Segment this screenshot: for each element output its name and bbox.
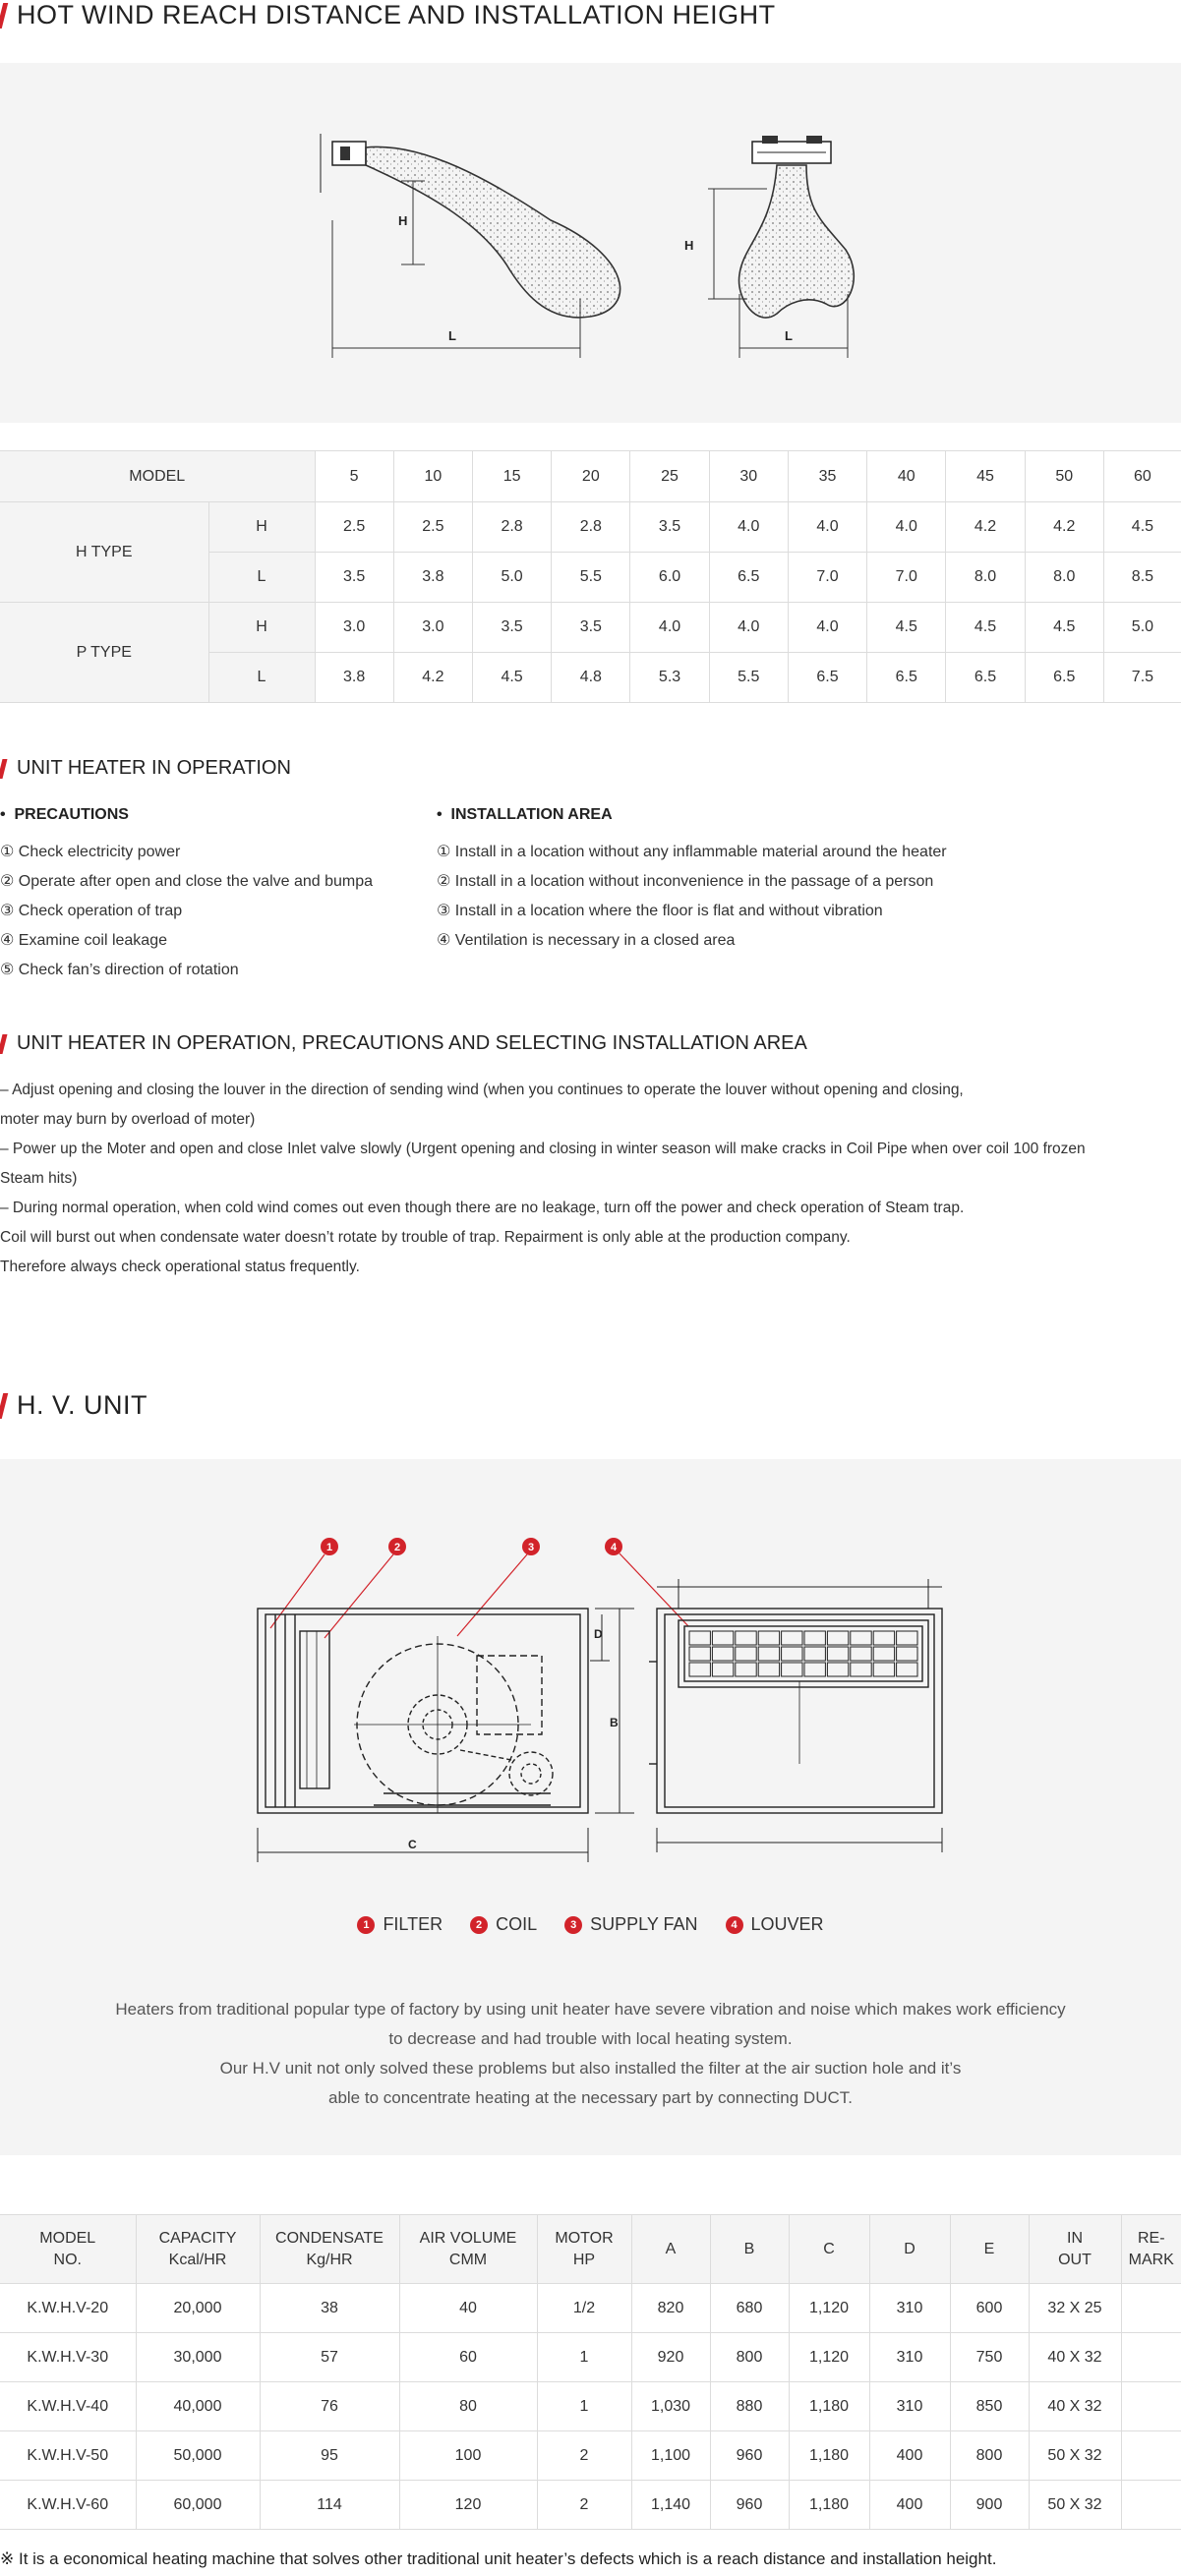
louver-slot — [758, 1663, 779, 1676]
table-cell: 4.2 — [393, 653, 472, 703]
h-type-heater-drawing — [321, 134, 620, 358]
table-cell: K.W.H.V-60 — [0, 2481, 136, 2530]
table-cell: 1,140 — [631, 2481, 710, 2530]
table-cell — [1121, 2431, 1181, 2481]
louver-slot — [897, 1647, 917, 1661]
reach-diagram-panel — [0, 63, 1181, 423]
table-cell: 3.8 — [315, 653, 393, 703]
louver-slot — [827, 1663, 848, 1676]
model-cell: 10 — [393, 451, 472, 502]
svg-text:H: H — [684, 238, 694, 253]
table-cell: 310 — [869, 2333, 950, 2382]
louver-slot — [758, 1647, 779, 1661]
model-header: MODEL — [0, 451, 315, 502]
table-cell: 3.0 — [393, 603, 472, 653]
precaution-item: ⑤ Check fan’s direction of rotation — [0, 962, 239, 978]
title-accent-bar — [0, 759, 7, 779]
table-cell: 7.0 — [788, 553, 866, 603]
louver-slot — [851, 1663, 871, 1676]
dim-label-b: B — [610, 1716, 619, 1729]
svg-text:1: 1 — [325, 1542, 333, 1553]
model-cell: 45 — [946, 451, 1025, 502]
table-row — [0, 2481, 1181, 2530]
table-cell: 4.0 — [788, 502, 866, 553]
table-cell: 6.5 — [709, 553, 788, 603]
header-cell: CAPACITY Kcal/HR — [136, 2215, 260, 2284]
table-cell: 5.5 — [552, 553, 630, 603]
p-type-label: P TYPE — [0, 603, 208, 703]
hv-unit-spec-table — [0, 2214, 1181, 2530]
table-cell: 2.8 — [472, 502, 551, 553]
legend-number-badge: 2 — [470, 1916, 488, 1934]
svg-text:3: 3 — [527, 1542, 535, 1553]
table-cell: 3.8 — [393, 553, 472, 603]
table-cell: 32 X 25 — [1029, 2284, 1121, 2333]
callout-4 — [605, 1538, 688, 1626]
louver-slot — [758, 1631, 779, 1645]
table-cell: 960 — [710, 2431, 789, 2481]
table-cell: 95 — [260, 2431, 399, 2481]
table-cell: 50,000 — [136, 2431, 260, 2481]
legend-item-coil: 2 COIL — [470, 1914, 537, 1935]
table-cell: 30,000 — [136, 2333, 260, 2382]
table-cell: 920 — [631, 2333, 710, 2382]
table-cell: 40 X 32 — [1029, 2382, 1121, 2431]
svg-text:2: 2 — [393, 1542, 401, 1553]
precautions-heading: • PRECAUTIONS — [0, 806, 129, 823]
table-cell: 4.5 — [867, 603, 946, 653]
table-cell: 6.5 — [788, 653, 866, 703]
table-cell: 2.5 — [393, 502, 472, 553]
table-cell: 114 — [260, 2481, 399, 2530]
model-cell: 5 — [315, 451, 393, 502]
table-cell: 20,000 — [136, 2284, 260, 2333]
table-cell: 2.8 — [552, 502, 630, 553]
table-cell: 40 X 32 — [1029, 2333, 1121, 2382]
header-cell: RE- MARK — [1121, 2215, 1181, 2284]
section-title-reach-distance: HOT WIND REACH DISTANCE AND INSTALLATION HEIGHT — [0, 0, 776, 30]
model-cell: 15 — [472, 451, 551, 502]
louver-slot — [782, 1647, 802, 1661]
legend-item-supply-fan: 3 SUPPLY FAN — [564, 1914, 697, 1935]
table-cell: 4.5 — [1025, 603, 1103, 653]
table-cell: 6.5 — [867, 653, 946, 703]
hv-unit-description: Heaters from traditional popular type of factory by using unit heater have severe vibration and noise which makes work efficiency to decrease and had trouble with local heating system. Our H.V unit not only solved these problems but also installed the filter at the air suction hole and it’s able to concentrate heating at the necessary part by connecting DUCT. — [115, 2000, 1066, 2107]
operation-note-line: moter may burn by overload of moter) — [0, 1111, 256, 1128]
header-cell: B — [710, 2215, 789, 2284]
operation-note-line: – During normal operation, when cold wind comes out even though there are no leakage, turn off the power and check operation of Steam trap. — [0, 1200, 965, 1216]
louver-slot — [851, 1631, 871, 1645]
louver-slot — [827, 1647, 848, 1661]
hv-unit-front-view — [649, 1579, 942, 1852]
dim-label-d: D — [594, 1627, 603, 1641]
table-cell: 80 — [399, 2382, 537, 2431]
louver-slot — [851, 1647, 871, 1661]
table-cell: 1,100 — [631, 2431, 710, 2481]
louver-slot — [827, 1631, 848, 1645]
svg-text:H: H — [398, 213, 408, 228]
callout-3 — [457, 1538, 540, 1636]
table-cell: K.W.H.V-50 — [0, 2431, 136, 2481]
table-header-row — [0, 2215, 1181, 2284]
section-title-precautions-installation: UNIT HEATER IN OPERATION, PRECAUTIONS AND SELECTING INSTALLATION AREA — [0, 1032, 807, 1055]
svg-text:4: 4 — [610, 1542, 618, 1553]
louver-slot — [873, 1631, 894, 1645]
louver-slot — [689, 1647, 710, 1661]
header-cell: IN OUT — [1029, 2215, 1121, 2284]
table-cell: 4.2 — [946, 502, 1025, 553]
louver-slot — [804, 1647, 825, 1661]
table-cell: 4.5 — [1103, 502, 1181, 553]
table-cell: 8.0 — [1025, 553, 1103, 603]
louver-grid — [689, 1631, 917, 1676]
table-cell: 1,120 — [789, 2284, 869, 2333]
row-label-l: L — [208, 553, 315, 603]
bullet-dot: • — [437, 806, 443, 823]
table-cell: 4.0 — [630, 603, 709, 653]
table-cell: 4.0 — [788, 603, 866, 653]
dim-label-c: C — [408, 1838, 417, 1851]
louver-slot — [712, 1663, 733, 1676]
operation-note-line: – Adjust opening and closing the louver in the direction of sending wind (when you continues to operate the louver without opening and closing, — [0, 1082, 964, 1098]
table-cell: 38 — [260, 2284, 399, 2333]
installation-item: ① Install in a location without any inflammable material around the heater — [437, 844, 947, 860]
table-cell: 6.5 — [1025, 653, 1103, 703]
table-cell: K.W.H.V-20 — [0, 2284, 136, 2333]
table-cell: 400 — [869, 2481, 950, 2530]
row-label-h: H — [208, 603, 315, 653]
louver-slot — [873, 1647, 894, 1661]
installation-item: ③ Install in a location where the floor is flat and without vibration — [437, 903, 883, 919]
table-cell: 2 — [537, 2481, 631, 2530]
table-cell: 5.0 — [472, 553, 551, 603]
h-type-label: H TYPE — [0, 502, 208, 603]
table-row — [0, 2333, 1181, 2382]
operation-note-line: Steam hits) — [0, 1170, 78, 1187]
legend-item-filter: 1 FILTER — [357, 1914, 443, 1935]
table-cell: 600 — [950, 2284, 1029, 2333]
table-cell — [1121, 2382, 1181, 2431]
table-cell: 100 — [399, 2431, 537, 2481]
table-cell: 40 — [399, 2284, 537, 2333]
row-label-h: H — [208, 502, 315, 553]
title-accent-bar — [0, 1393, 8, 1419]
table-cell: 3.5 — [315, 553, 393, 603]
row-label-l: L — [208, 653, 315, 703]
reach-distance-table — [0, 450, 1181, 703]
table-cell: 1/2 — [537, 2284, 631, 2333]
precaution-item: ② Operate after open and close the valve and bumpa — [0, 873, 374, 890]
louver-slot — [897, 1631, 917, 1645]
legend-number-badge: 4 — [726, 1916, 743, 1934]
precaution-item: ④ Examine coil leakage — [0, 932, 167, 949]
operation-note-line: Coil will burst out when condensate water doesn’t rotate by trouble of trap. Repairment is only able at the production company. — [0, 1229, 851, 1246]
table-cell: 3.5 — [472, 603, 551, 653]
header-cell: CONDENSATE Kg/HR — [260, 2215, 399, 2284]
legend-number-badge: 3 — [564, 1916, 582, 1934]
table-cell: 6.0 — [630, 553, 709, 603]
louver-slot — [804, 1663, 825, 1676]
table-cell: 60,000 — [136, 2481, 260, 2530]
table-cell: 800 — [950, 2431, 1029, 2481]
section-title-hv-unit: H. V. UNIT — [0, 1390, 148, 1421]
table-cell: 4.0 — [709, 502, 788, 553]
precaution-item: ① Check electricity power — [0, 844, 181, 860]
table-cell: 7.0 — [867, 553, 946, 603]
legend-item-louver: 4 LOUVER — [726, 1914, 824, 1935]
table-cell: 880 — [710, 2382, 789, 2431]
table-cell: 4.5 — [472, 653, 551, 703]
model-cell: 60 — [1103, 451, 1181, 502]
table-cell: 820 — [631, 2284, 710, 2333]
table-cell: 1,180 — [789, 2481, 869, 2530]
table-cell: 750 — [950, 2333, 1029, 2382]
table-cell: 1,030 — [631, 2382, 710, 2431]
table-cell: 76 — [260, 2382, 399, 2431]
louver-slot — [782, 1631, 802, 1645]
table-cell: 7.5 — [1103, 653, 1181, 703]
table-cell: 4.0 — [709, 603, 788, 653]
table-cell: 3.0 — [315, 603, 393, 653]
title-accent-bar — [0, 1034, 7, 1054]
table-cell: 900 — [950, 2481, 1029, 2530]
hv-unit-legend — [0, 1914, 1181, 1935]
table-cell — [1121, 2333, 1181, 2382]
hv-unit-diagram — [0, 1459, 1181, 1872]
louver-slot — [804, 1631, 825, 1645]
table-cell: 1,120 — [789, 2333, 869, 2382]
table-cell: 6.5 — [946, 653, 1025, 703]
table-cell: K.W.H.V-30 — [0, 2333, 136, 2382]
table-cell: 8.0 — [946, 553, 1025, 603]
header-cell: AIR VOLUME CMM — [399, 2215, 537, 2284]
table-cell: 310 — [869, 2382, 950, 2431]
louver-slot — [689, 1631, 710, 1645]
section-title-unit-heater-operation: UNIT HEATER IN OPERATION — [0, 757, 291, 780]
table-cell: 40,000 — [136, 2382, 260, 2431]
table-cell — [1121, 2284, 1181, 2333]
table-cell: 3.5 — [630, 502, 709, 553]
table-cell: 8.5 — [1103, 553, 1181, 603]
louver-slot — [736, 1663, 756, 1676]
operation-note-line: – Power up the Moter and open and close Inlet valve slowly (Urgent opening and closing in winter season will make cracks in Coil Pipe when over coil 100 frozen — [0, 1141, 1086, 1157]
table-cell: 2 — [537, 2431, 631, 2481]
louver-slot — [782, 1663, 802, 1676]
table-cell — [1121, 2481, 1181, 2530]
table-cell: 1 — [537, 2382, 631, 2431]
model-cell: 35 — [788, 451, 866, 502]
model-cell: 20 — [552, 451, 630, 502]
table-cell: 1,180 — [789, 2382, 869, 2431]
table-cell: 4.5 — [946, 603, 1025, 653]
hv-unit-side-view — [258, 1609, 588, 1813]
installation-area-heading: • INSTALLATION AREA — [437, 806, 613, 823]
svg-text:L: L — [448, 328, 456, 343]
model-cell: 25 — [630, 451, 709, 502]
bullet-dot: • — [0, 806, 6, 823]
table-cell: 5.0 — [1103, 603, 1181, 653]
hot-wind-reach-diagram — [0, 63, 1181, 423]
table-row — [0, 2284, 1181, 2333]
table-cell: 120 — [399, 2481, 537, 2530]
table-cell: 4.2 — [1025, 502, 1103, 553]
table-row — [0, 2382, 1181, 2431]
table-cell: 850 — [950, 2382, 1029, 2431]
header-cell: E — [950, 2215, 1029, 2284]
header-cell: MODEL NO. — [0, 2215, 136, 2284]
table-cell: 60 — [399, 2333, 537, 2382]
header-cell: A — [631, 2215, 710, 2284]
footnote: ※ It is a economical heating machine that solves other traditional unit heater’s defects which is a reach distance and installation height. — [0, 2549, 997, 2568]
model-cell: 30 — [709, 451, 788, 502]
callout-2 — [325, 1538, 406, 1638]
header-cell: MOTOR HP — [537, 2215, 631, 2284]
title-accent-bar — [0, 3, 8, 29]
table-cell: 5.3 — [630, 653, 709, 703]
model-cell: 40 — [867, 451, 946, 502]
louver-slot — [689, 1663, 710, 1676]
installation-item: ② Install in a location without inconvenience in the passage of a person — [437, 873, 934, 890]
louver-slot — [873, 1663, 894, 1676]
louver-slot — [736, 1631, 756, 1645]
table-cell: 800 — [710, 2333, 789, 2382]
table-cell: 960 — [710, 2481, 789, 2530]
svg-text:L: L — [785, 328, 793, 343]
table-row — [0, 2431, 1181, 2481]
table-cell: 3.5 — [552, 603, 630, 653]
table-cell: K.W.H.V-40 — [0, 2382, 136, 2431]
table-cell: 1,180 — [789, 2431, 869, 2481]
louver-slot — [897, 1663, 917, 1676]
louver-slot — [712, 1631, 733, 1645]
table-cell: 4.0 — [867, 502, 946, 553]
table-cell: 2.5 — [315, 502, 393, 553]
hv-unit-panel — [0, 1459, 1181, 2155]
table-cell: 50 X 32 — [1029, 2481, 1121, 2530]
header-cell: D — [869, 2215, 950, 2284]
legend-number-badge: 1 — [357, 1916, 375, 1934]
table-cell: 57 — [260, 2333, 399, 2382]
table-cell: 50 X 32 — [1029, 2431, 1121, 2481]
table-cell: 680 — [710, 2284, 789, 2333]
operation-note-line: Therefore always check operational status frequently. — [0, 1259, 360, 1275]
precaution-item: ③ Check operation of trap — [0, 903, 183, 919]
installation-item: ④ Ventilation is necessary in a closed area — [437, 932, 736, 949]
louver-slot — [736, 1647, 756, 1661]
hv-unit-dimensions — [258, 1609, 634, 1862]
header-cell: C — [789, 2215, 869, 2284]
p-type-heater-drawing — [684, 136, 854, 358]
louver-slot — [712, 1647, 733, 1661]
table-cell: 400 — [869, 2431, 950, 2481]
table-cell: 1 — [537, 2333, 631, 2382]
model-cell: 50 — [1025, 451, 1103, 502]
table-cell: 4.8 — [552, 653, 630, 703]
table-cell: 310 — [869, 2284, 950, 2333]
table-cell: 5.5 — [709, 653, 788, 703]
